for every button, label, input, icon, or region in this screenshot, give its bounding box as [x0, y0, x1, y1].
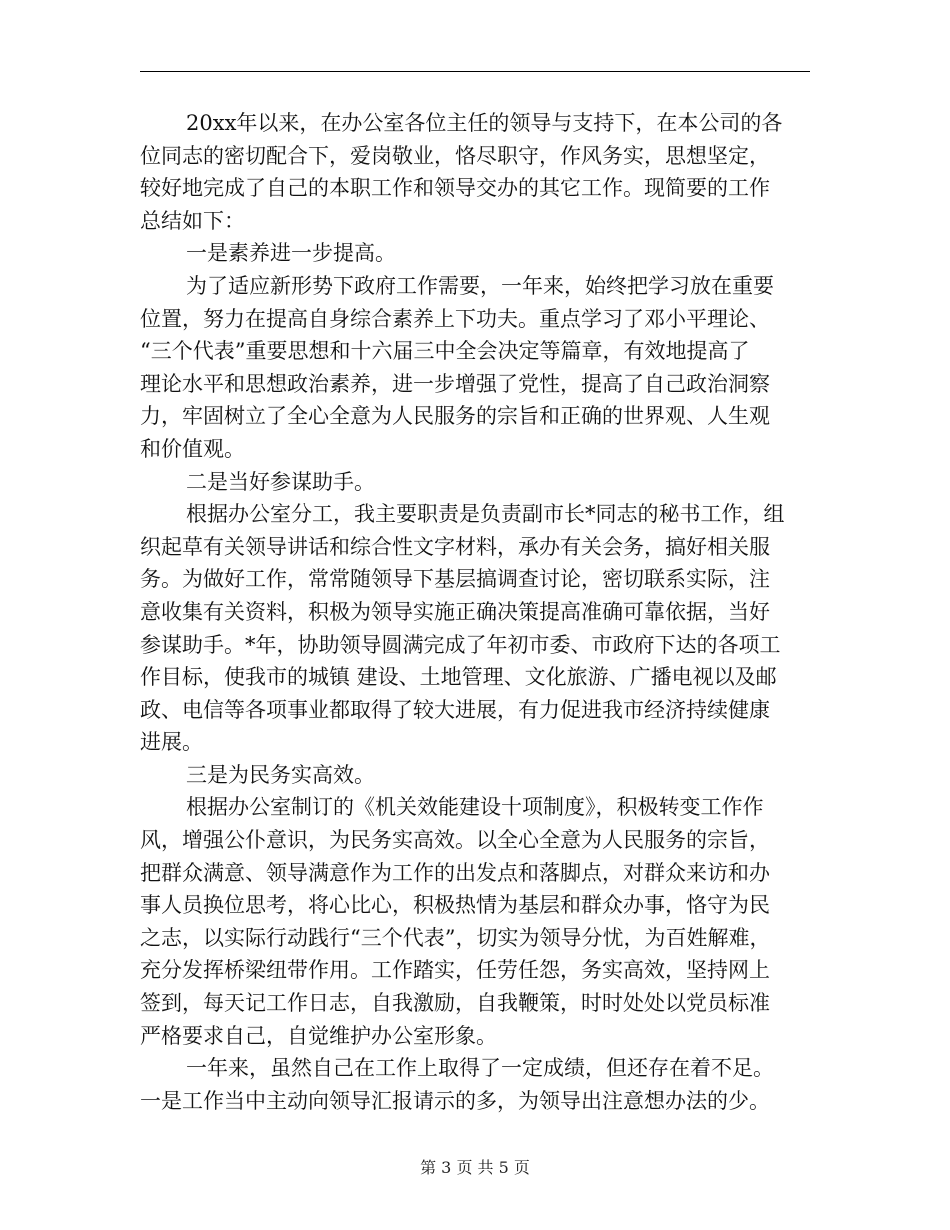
text-line: 较好地完成了自己的本职工作和领导交办的其它工作。现简要的工作 — [140, 176, 770, 201]
text-line: 根据办公室制订的《机关效能建设十项制度》，积极转变工作作 — [186, 795, 764, 820]
text-line: 二是当好参谋助手。 — [186, 469, 375, 494]
text-line: 力，牢固树立了全心全意为人民服务的宗旨和正确的世界观、人生观 — [140, 404, 770, 429]
document-body — [140, 107, 810, 1117]
text-line: 严格要求自己，自觉维护办公室形象。 — [140, 1023, 497, 1048]
text-line: 事人员换位思考，将心比心，积极热情为基层和群众办事，恪守为民 — [140, 893, 770, 918]
header-rule — [140, 71, 810, 72]
text-line: 签到，每天记工作日志，自我激励，自我鞭策，时时处处以党员标准 — [140, 991, 770, 1016]
text-line: 一年来，虽然自己在工作上取得了一定成绩，但还存在着不足。 — [186, 1056, 774, 1081]
text-line: 政、电信等各项事业都取得了较大进展，有力促进我市经济持续健康 — [140, 697, 770, 722]
text-line: 风，增强公仆意识，为民务实高效。以全心全意为人民服务的宗旨， — [140, 828, 770, 853]
text-line: 一是工作当中主动向领导汇报请示的多，为领导出注意想办法的少。 — [140, 1088, 770, 1113]
text-line: 三是为民务实高效。 — [186, 762, 375, 787]
text-line: 位置，努力在提高自身综合素养上下功夫。重点学习了邓小平理论、 — [140, 306, 770, 331]
text-line: 20xx年以来，在办公室各位主任的领导与支持下，在本公司的各 — [186, 111, 783, 135]
text-line: 总结如下： — [140, 208, 245, 233]
page-number: 第 3 页 共 5 页 — [420, 1158, 530, 1177]
text-line: 为了适应新形势下政府工作需要，一年来，始终把学习放在重要 — [186, 273, 774, 298]
text-line: 理论水平和思想政治素养，进一步增强了党性，提高了自己政治洞察 — [140, 371, 770, 396]
text-line: 位同志的密切配合下，爱岗敬业，恪尽职守，作风务实，思想坚定， — [140, 143, 770, 168]
text-line: 意收集有关资料，积极为领导实施正确决策提高准确可靠依据，当好 — [140, 599, 770, 624]
text-line: 把群众满意、领导满意作为工作的出发点和落脚点，对群众来访和办 — [140, 860, 770, 885]
text-line: 一是素养进一步提高。 — [186, 241, 396, 266]
text-line: 进展。 — [140, 730, 203, 755]
text-line: 根据办公室分工，我主要职责是负责副市长*同志的秘书工作，组 — [186, 502, 785, 527]
text-line: “三个代表”重要思想和十六届三中全会决定等篇章，有效地提高了 — [140, 339, 750, 364]
text-line: 和价值观。 — [140, 436, 245, 461]
text-line: 充分发挥桥梁纽带作用。工作踏实，任劳任怨，务实高效，坚持网上 — [140, 958, 770, 983]
text-line: 参谋助手。*年，协助领导圆满完成了年初市委、市政府下达的各项工 — [140, 632, 781, 657]
text-line: 织起草有关领导讲话和综合性文字材料，承办有关会务，搞好相关服 — [140, 534, 770, 559]
text-line: 务。为做好工作，常常随领导下基层搞调查讨论，密切联系实际，注 — [140, 567, 770, 592]
text-line: 之志，以实际行动践行“三个代表”，切实为领导分忧，为百姓解难， — [140, 925, 771, 950]
text-line: 作目标，使我市的城镇 建设、土地管理、文化旅游、广播电视以及邮 — [140, 665, 777, 690]
